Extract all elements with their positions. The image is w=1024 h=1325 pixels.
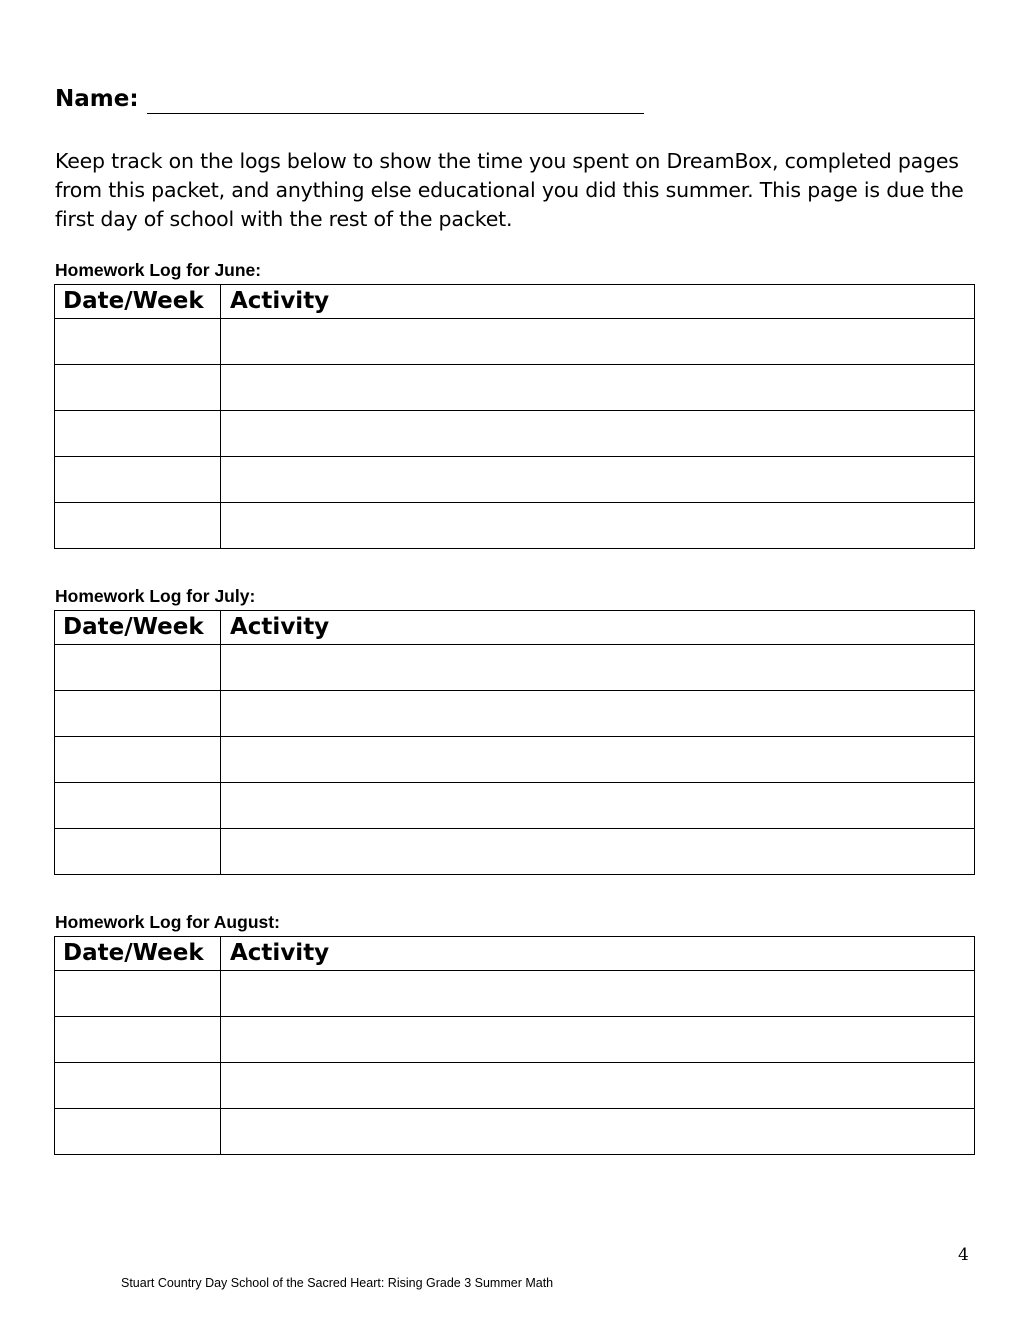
instructions-paragraph: Keep track on the logs below to show the time you spent on DreamBox, completed pages from this packet, and anything else educational you did this summer. This page is due the first day of school with the rest of the packet.	[55, 149, 964, 231]
activity-cell	[221, 783, 975, 829]
name-label: Name:	[55, 86, 139, 112]
date-cell	[55, 971, 221, 1017]
table-header-row	[55, 611, 975, 645]
table-row	[55, 829, 975, 875]
activity-cell	[221, 411, 975, 457]
table-row	[55, 365, 975, 411]
date-cell	[55, 783, 221, 829]
table-row	[55, 691, 975, 737]
activity-cell	[221, 457, 975, 503]
date-week-header: Date/Week	[55, 937, 221, 971]
july-log-table	[54, 610, 975, 875]
august-log-table	[54, 936, 975, 1155]
activity-cell	[221, 319, 975, 365]
date-cell	[55, 319, 221, 365]
table-row	[55, 457, 975, 503]
table-row	[55, 1109, 975, 1155]
july-log-title: Homework Log for July:	[55, 586, 256, 606]
date-cell	[55, 365, 221, 411]
june-log-title: Homework Log for June:	[55, 260, 262, 280]
name-blank-line	[147, 89, 644, 114]
table-row	[55, 1017, 975, 1063]
table-header-row	[55, 937, 975, 971]
activity-cell	[221, 971, 975, 1017]
activity-cell	[221, 1063, 975, 1109]
date-cell	[55, 737, 221, 783]
activity-header: Activity	[221, 937, 975, 971]
date-cell	[55, 1017, 221, 1063]
august-log-title: Homework Log for August:	[55, 912, 280, 932]
activity-cell	[221, 365, 975, 411]
activity-cell	[221, 737, 975, 783]
table-row	[55, 1063, 975, 1109]
date-cell	[55, 829, 221, 875]
activity-header: Activity	[221, 611, 975, 645]
table-row	[55, 737, 975, 783]
date-week-header: Date/Week	[55, 285, 221, 319]
date-cell	[55, 411, 221, 457]
date-cell	[55, 645, 221, 691]
table-header-row	[55, 285, 975, 319]
table-row	[55, 503, 975, 549]
activity-cell	[221, 645, 975, 691]
date-cell	[55, 691, 221, 737]
date-cell	[55, 457, 221, 503]
table-row	[55, 971, 975, 1017]
page-number: 4	[958, 1245, 969, 1265]
footer-text: Stuart Country Day School of the Sacred Heart: Rising Grade 3 Summer Math	[121, 1276, 554, 1290]
name-row	[55, 84, 644, 114]
date-cell	[55, 1109, 221, 1155]
activity-cell	[221, 829, 975, 875]
table-row	[55, 783, 975, 829]
activity-cell	[221, 503, 975, 549]
activity-cell	[221, 1109, 975, 1155]
june-log-table	[54, 284, 975, 549]
table-row	[55, 645, 975, 691]
activity-header: Activity	[221, 285, 975, 319]
activity-cell	[221, 691, 975, 737]
date-cell	[55, 1063, 221, 1109]
date-cell	[55, 503, 221, 549]
date-week-header: Date/Week	[55, 611, 221, 645]
table-row	[55, 411, 975, 457]
activity-cell	[221, 1017, 975, 1063]
table-row	[55, 319, 975, 365]
